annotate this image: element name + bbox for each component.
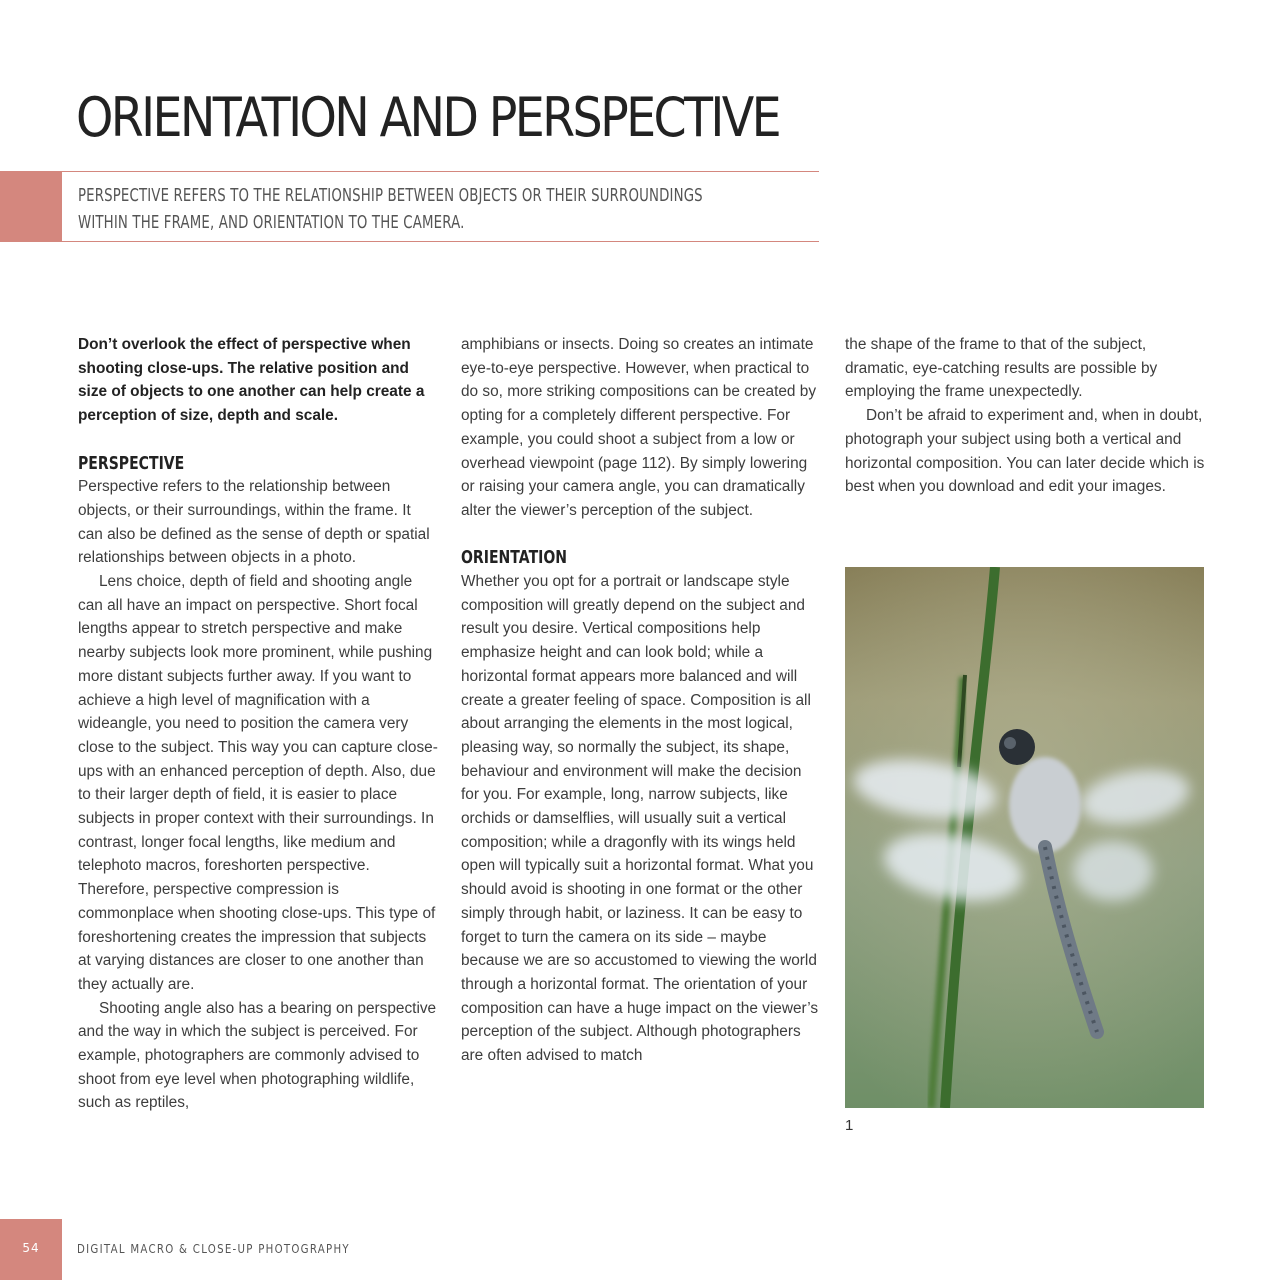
page-title: ORIENTATION AND PERSPECTIVE	[76, 86, 780, 149]
body-paragraph: Don’t be afraid to experiment and, when in doubt, photograph your subject using both a vertical and horizontal composition. You can later decide which is best when you download and edit your images.	[845, 407, 1205, 496]
text-column-1	[78, 333, 438, 1115]
intro-bottom-rule	[0, 241, 819, 242]
intro-line-1: PERSPECTIVE REFERS TO THE RELATIONSHIP BETWEEN OBJECTS OR THEIR SURROUNDINGS	[78, 185, 703, 206]
intro-top-rule	[0, 171, 819, 172]
lead-paragraph: Don’t overlook the effect of perspective when shooting close-ups. The relative position and size of objects to one another can help create a perception of size, depth and scale.	[78, 336, 425, 425]
intro-accent-block	[0, 171, 62, 242]
body-paragraph: Shooting angle also has a bearing on perspective and the way in which the subject is perceived. For example, photographers are commonly advised to shoot from eye level when photographing wildlife, such as reptiles,	[78, 999, 437, 1112]
section-heading-orientation: ORIENTATION	[461, 547, 568, 569]
body-paragraph: amphibians or insects. Doing so creates an intimate eye-to-eye perspective. However, when practical to do so, more striking compositions can be created by opting for a completely different perspective. For example, you could shoot a subject from a low or overhead viewpoint (page 112). By simply lowering or raising your camera angle, you can dramatically alter the viewer’s perception of the subject.	[461, 336, 817, 519]
text-column-2	[461, 333, 821, 1068]
page-number: 54	[22, 1241, 40, 1255]
body-paragraph: Perspective refers to the relationship between objects, or their surroundings, within the frame. It can also be defined as the sense of depth or spatial relationships between objects in a photo.	[78, 478, 430, 567]
text-column-3	[845, 333, 1205, 499]
section-heading-perspective: PERSPECTIVE	[78, 452, 185, 474]
body-paragraph: Whether you opt for a portrait or landscape style composition will greatly depend on the subject and result you desire. Vertical compositions help emphasize height and can look bold; while a horizontal format appears more balanced and will create a greater feeling of space. Composition is all about arranging the elements in the most logical, pleasing way, so normally the subject, its shape, behaviour and environment will make the decision for you. For example, long, narrow subjects, like orchids or damselflies, will usually suit a vertical composition; while a dragonfly with its wings held open will typically suit a horizontal format. What you should avoid is shooting in one format or the other simply through habit, or laziness. It can be easy to forget to turn the camera on its side – maybe because we are so accustomed to viewing the world through a horizontal format. The orientation of your composition can have a huge impact on the viewer’s perception of the subject. Although photographers are often advised to match	[461, 573, 819, 1065]
running-title: DIGITAL MACRO & CLOSE-UP PHOTOGRAPHY	[77, 1242, 350, 1256]
figure-number: 1	[845, 1117, 854, 1134]
dragonfly-photo	[845, 567, 1204, 1108]
body-paragraph: Lens choice, depth of field and shooting angle can all have an impact on perspective. Short focal lengths appear to stretch perspective and make nearby subjects look more prominent, while pushing more distant subjects further away. If you want to achieve a high level of magnification with a wideangle, you need to position the camera very close to the subject. This way you can capture close-ups with an enhanced perception of depth. Also, due to their larger depth of field, it is easier to place subjects in proper context with their surroundings. In contrast, longer focal lengths, like medium and telephoto macros, foreshorten perspective. Therefore, perspective compression is commonplace when shooting close-ups. This type of foreshortening creates the impression that subjects at varying distances are closer to one another than they actually are.	[78, 573, 438, 993]
intro-line-2: WITHIN THE FRAME, AND ORIENTATION TO THE CAMERA.	[78, 212, 465, 233]
intro-standfirst	[78, 182, 744, 236]
body-paragraph: the shape of the frame to that of the subject, dramatic, eye-catching results are possible by employing the frame unexpectedly.	[845, 336, 1158, 401]
